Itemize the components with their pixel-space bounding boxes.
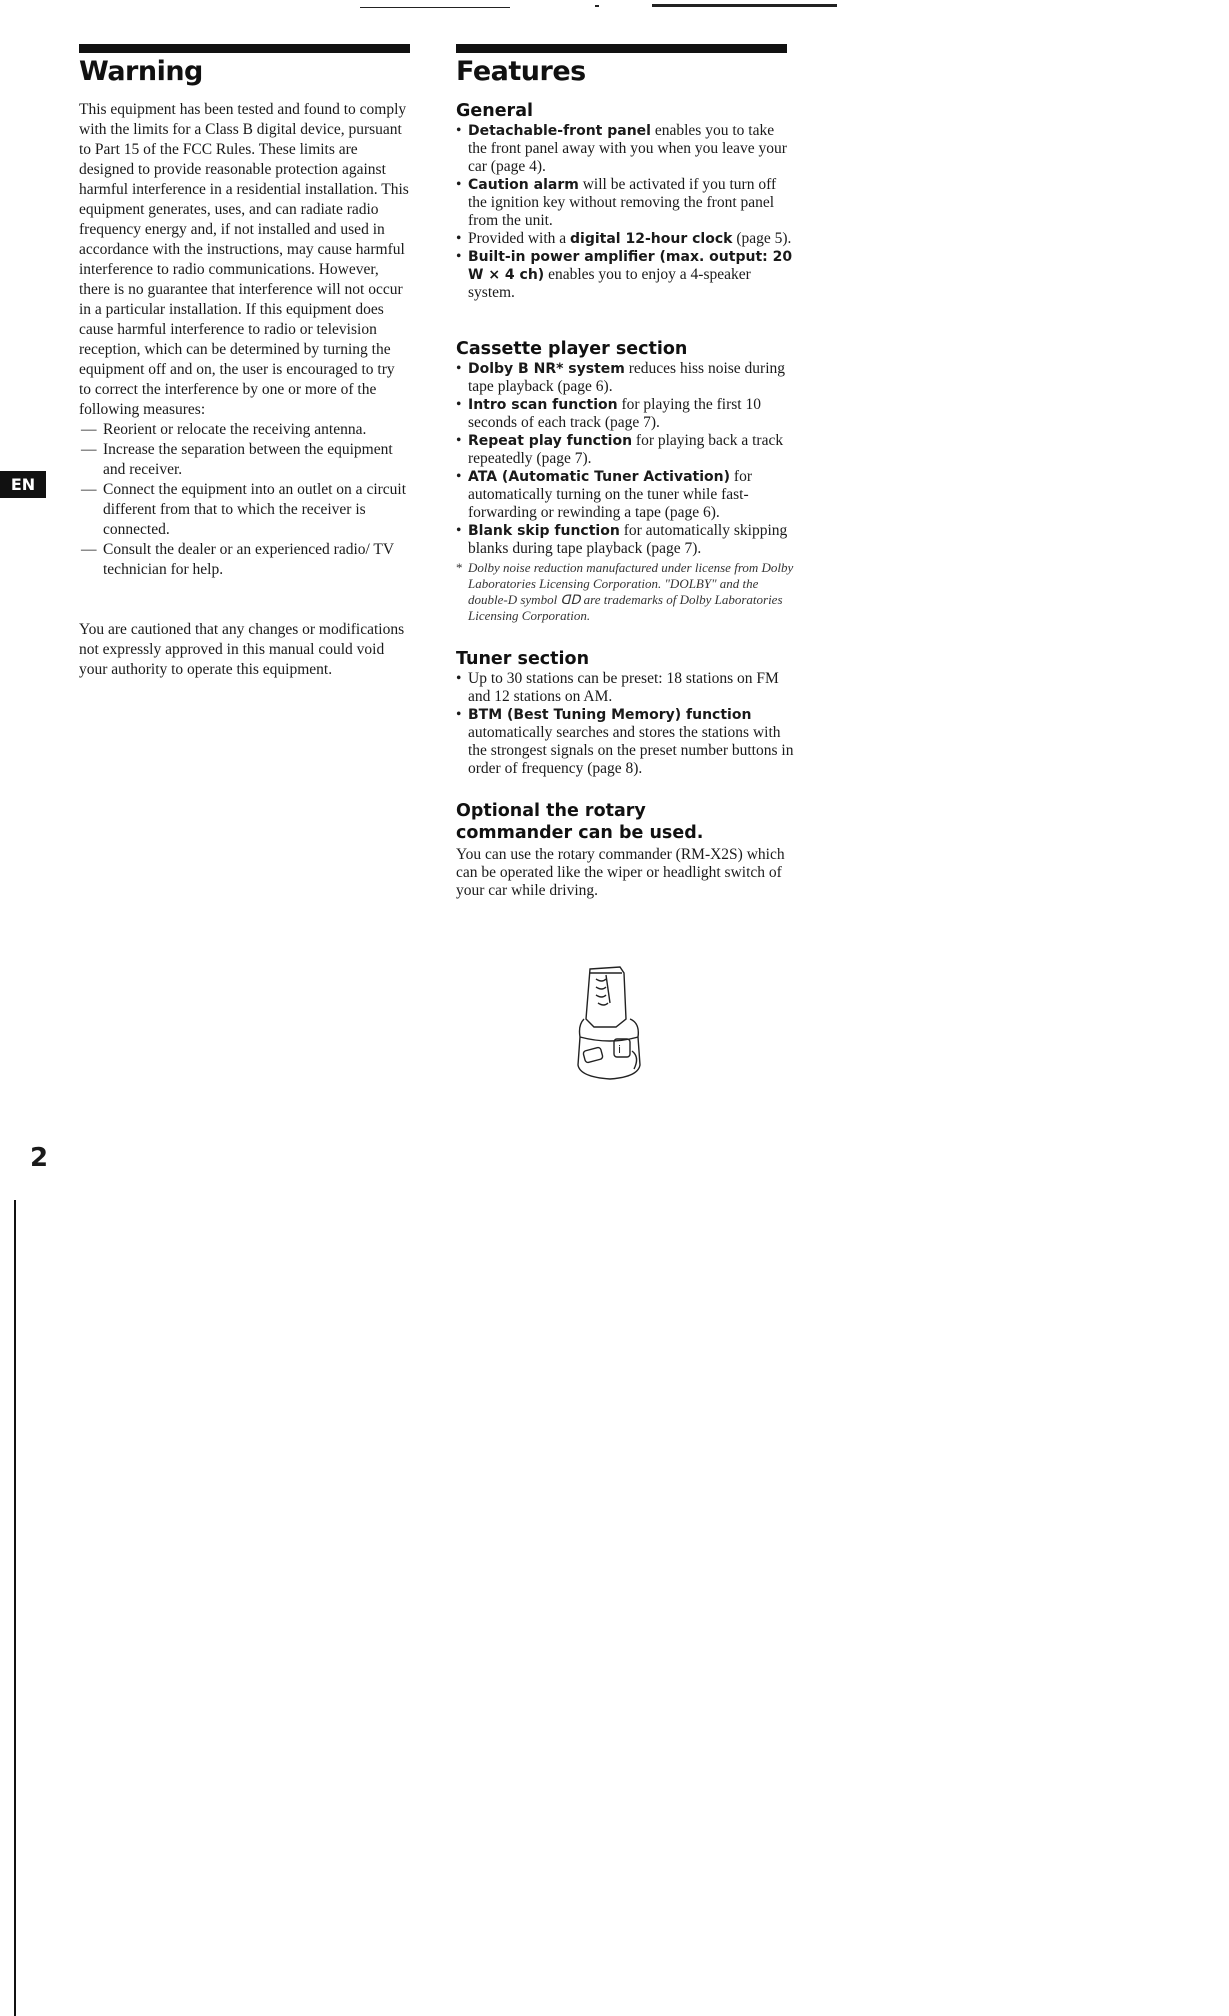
list-item: • Detachable-front panel enables you to take the front panel away with you when you leave your car (page 4).: [456, 122, 794, 176]
list-item: • Intro scan function for playing the first 10 seconds of each track (page 7).: [456, 396, 794, 432]
features-title: Features: [456, 56, 586, 87]
page-number: 2: [30, 1143, 49, 1173]
features-rule: [456, 44, 787, 53]
list-item: • Provided with a digital 12-hour clock (page 5).: [456, 230, 794, 248]
cassette-list: [456, 360, 794, 558]
list-item: • Blank skip function for automatically skipping blanks during tape playback (page 7).: [456, 522, 794, 558]
list-item: • ATA (Automatic Tuner Activation) for automatically turning on the tuner while fast-forwarding or rewinding a tape (page 6).: [456, 468, 794, 522]
list-item: — Consult the dealer or an experienced radio/ TV technician for help.: [81, 541, 394, 578]
list-item: • Up to 30 stations can be preset: 18 stations on FM and 12 stations on AM.: [456, 670, 794, 706]
language-tab: EN: [0, 471, 46, 498]
scan-artifact-top-3: [595, 5, 599, 7]
list-item: — Connect the equipment into an outlet on a circuit different from that to which the receiver is connected.: [81, 481, 407, 538]
list-item: — Increase the separation between the equipment and receiver.: [81, 441, 393, 478]
list-item: • BTM (Best Tuning Memory) function automatically searches and stores the stations with the strongest signals on the preset number buttons in order of frequency (page 8).: [456, 706, 794, 778]
rotary-commander-illustration: [570, 965, 650, 1085]
caution-paragraph: You are cautioned that any changes or modifications not expressly approved in this manual could void your authority to operate this equipment.: [79, 621, 405, 678]
warning-title: Warning: [79, 56, 203, 87]
optional-heading: Optional the rotary commander can be used.: [456, 801, 704, 843]
general-list: [456, 122, 794, 302]
scan-artifact-top-2: [652, 4, 837, 7]
dolby-footnote: * Dolby noise reduction manufactured under license from Dolby Laboratories Licensing Corporation. "DOLBY" and the double-D symbol ᗡᗞ are trademarks of Dolby Laboratories Licensing Corporation.: [456, 560, 794, 623]
list-item: • Caution alarm will be activated if you turn off the ignition key without removing the front panel from the unit.: [456, 176, 794, 230]
svg-text:i: i: [618, 1043, 622, 1056]
tuner-heading: Tuner section: [456, 649, 590, 669]
list-item: • Dolby B NR* system reduces hiss noise during tape playback (page 6).: [456, 360, 794, 396]
optional-paragraph: You can use the rotary commander (RM-X2S) which can be operated like the wiper or headlight switch of your car while driving.: [456, 846, 785, 899]
tuner-list: [456, 670, 794, 778]
scan-artifact-top-1: [360, 7, 510, 8]
warning-measures-list: [79, 420, 409, 580]
list-item: — Reorient or relocate the receiving antenna.: [81, 421, 367, 438]
general-heading: General: [456, 101, 533, 121]
warning-rule: [79, 44, 410, 53]
list-item: • Built-in power amplifier (max. output: 20 W × 4 ch) enables you to enjoy a 4-speaker system.: [456, 248, 794, 302]
warning-paragraph: This equipment has been tested and found to comply with the limits for a Class B digital device, pursuant to Part 15 of the FCC Rules. These limits are designed to provide reasonable protection against harmful interference in a residential installation. This equipment generates, uses, and can radiate radio frequency energy and, if not installed and used in accordance with the instructions, may cause harmful interference to radio communications. However, there is no guarantee that interference will not occur in a particular installation. If this equipment does cause harmful interference to radio or television reception, which can be determined by turning the equipment off and on, the user is encouraged to try to correct the interference by one or more of the following measures:: [79, 101, 409, 418]
warning-section: [79, 100, 409, 680]
list-item: • Repeat play function for playing back a track repeatedly (page 7).: [456, 432, 794, 468]
cassette-heading: Cassette player section: [456, 339, 688, 359]
features-section: [456, 100, 794, 900]
margin-line: [14, 1200, 16, 2016]
